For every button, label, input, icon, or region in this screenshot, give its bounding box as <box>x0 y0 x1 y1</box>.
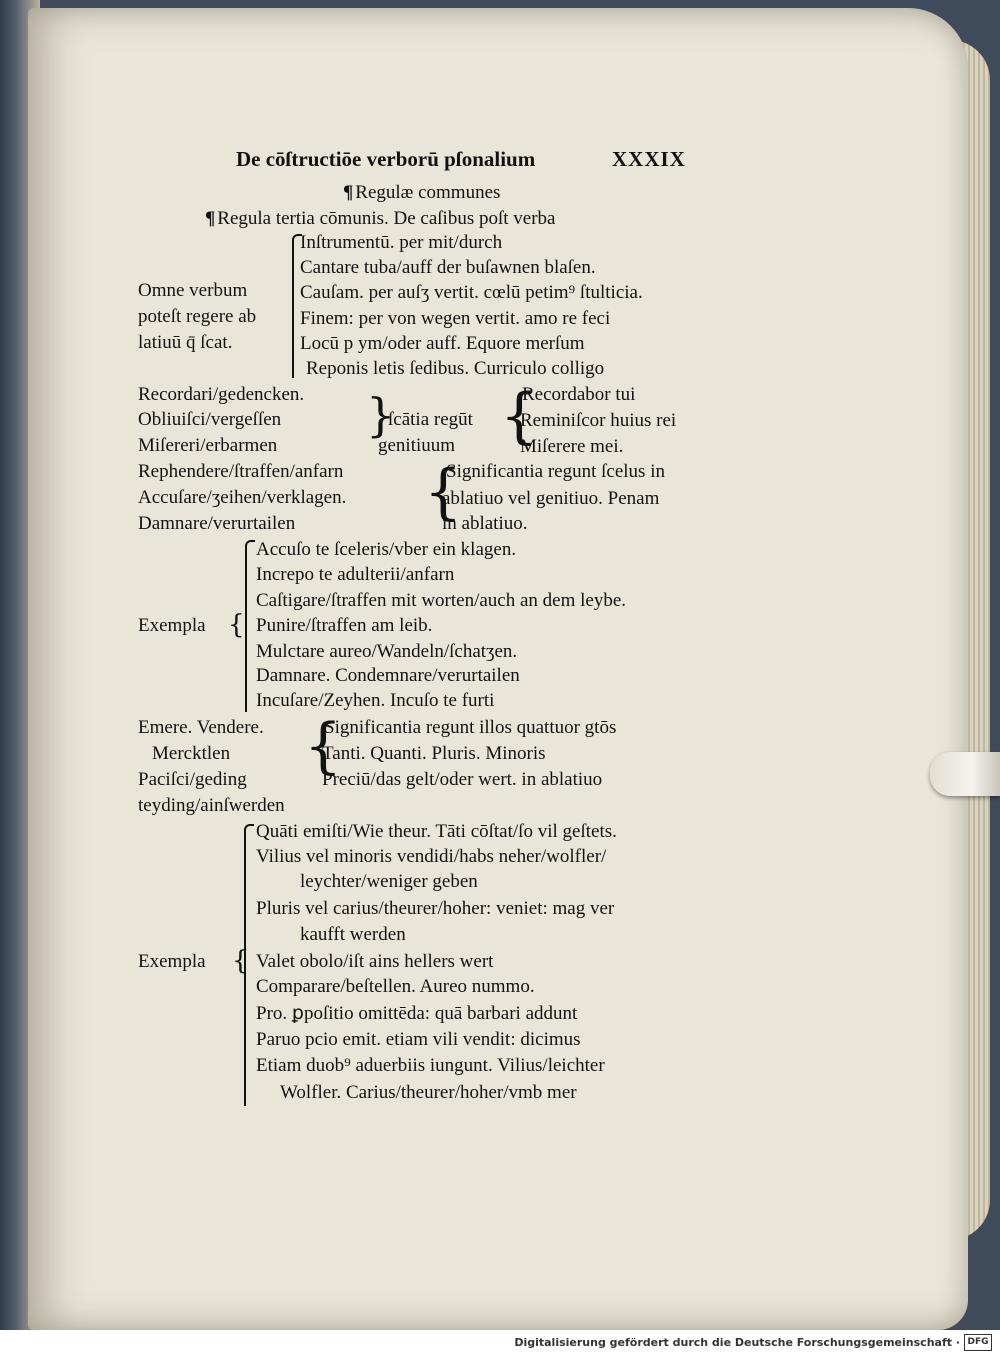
example-line: Incuſare/Zeyhen. Incuſo te furti <box>256 690 495 711</box>
example-line: Comparare/beſtellen. Aureo nummo. <box>256 976 535 997</box>
page-tab <box>930 752 1000 796</box>
brace: { <box>232 946 249 976</box>
example-line: Valet obolo/iſt ains hellers wert <box>256 951 494 972</box>
block2-right-line: Reminiſcor huius rei <box>520 410 677 431</box>
brace: { <box>304 711 343 781</box>
running-title: De cōſtructiōe verborū pſonalium <box>236 147 536 171</box>
block1-right-line: Locū p ym/oder auff. Equore merſum <box>300 333 585 354</box>
pilcrow-icon: ¶ <box>205 208 216 229</box>
block1-left-line: Omne verbum <box>138 280 248 301</box>
folio-number: XXXIX <box>612 147 686 171</box>
block2-left-line: Obliuiſci/vergeſſen <box>138 409 282 430</box>
example-line: Paruo pcio emit. etiam vili vendit: dicimus <box>256 1029 581 1050</box>
block1-right-line: Cauſam. per auſʒ vertit. cœlū petim⁹ ſtulticia. <box>300 282 643 303</box>
block3-left-line: Rephendere/ſtraffen/anfarn <box>138 461 344 482</box>
block5-right-line: Tanti. Quanti. Pluris. Minoris <box>322 743 546 764</box>
example-line: leychter/weniger geben <box>300 871 478 892</box>
subtitle-text: Regulæ communes <box>355 182 501 203</box>
example-line: Accuſo te ſceleris/vber ein klagen. <box>256 539 517 560</box>
subtitle <box>343 182 500 204</box>
example-line: Wolfler. Carius/theurer/hoher/vmb mer <box>280 1082 577 1103</box>
block2-right-line: Miſerere mei. <box>520 436 624 457</box>
example-line: Punire/ſtraffen am leib. <box>256 615 433 636</box>
block3-right-line: ablatiuo vel genitiuo. Penam <box>442 488 660 509</box>
example-line: Etiam duob⁹ aduerbiis iungunt. Vilius/leichter <box>256 1055 605 1076</box>
block5-left-line: Paciſci/geding <box>138 769 247 790</box>
brace: { <box>228 610 245 640</box>
block2-left-line: Recordari/gedencken. <box>138 384 305 405</box>
block1-right-line: Reponis letis ſedibus. Curriculo colligo <box>306 358 605 379</box>
block1-right-line: Finem: per von wegen vertit. amo re feci <box>300 308 611 329</box>
example-line: Mulctare aureo/Wandeln/ſchatʒen. <box>256 641 518 662</box>
block2-middle-line: genitiuum <box>378 435 456 456</box>
brace: { <box>500 381 539 451</box>
brace: { <box>424 457 463 527</box>
block1-right-line: Cantare tuba/auff der buſawnen blaſen. <box>300 257 596 278</box>
example-line: Vilius vel minoris vendidi/habs neher/wolfler/ <box>256 846 607 867</box>
example-line: Damnare. Condemnare/verurtailen <box>256 665 520 686</box>
rule-heading <box>205 208 555 230</box>
block2-left-line: Miſereri/erbarmen <box>138 435 278 456</box>
block5-right-line: Preciū/das gelt/oder wert. in ablatiuo <box>322 769 603 790</box>
example-line: Pro. ꝑpoſitio omittēda: quā barbari addunt <box>256 1003 578 1024</box>
block3-left-line: Damnare/verurtailen <box>138 513 296 534</box>
block3-right-line: in ablatiuo. <box>442 513 528 534</box>
rule-heading-text: Regula tertia cōmunis. De caſibus poſt verba <box>217 208 556 229</box>
bracket <box>245 540 255 712</box>
bracket <box>292 234 302 378</box>
block1-right-line: Inſtrumentū. per mit/durch <box>300 232 503 253</box>
example-line: kaufft werden <box>300 924 406 945</box>
brace: } <box>366 388 396 442</box>
example-line: Caſtigare/ſtraffen mit worten/auch an dem leybe. <box>256 590 627 611</box>
example-line: Pluris vel carius/theurer/hoher: veniet: mag ver <box>256 898 615 919</box>
block1-left-line: latiuū q̄ ſcat. <box>138 332 233 353</box>
block3-right-line: Significantia regunt ſcelus in <box>446 461 665 482</box>
footer-credit: Digitalisierung gefördert durch die Deutsche Forschungsgemeinschaft · <box>514 1336 960 1349</box>
exempla-label: Exempla <box>138 615 206 636</box>
block2-middle-line: ſcātia regūt <box>388 409 473 430</box>
example-line: Increpo te adulterii/anfarn <box>256 564 455 585</box>
block5-left-line: teyding/ainſwerden <box>138 795 285 816</box>
block5-right-line: Significantia regunt illos quattuor gtōs <box>324 717 617 738</box>
pilcrow-icon: ¶ <box>343 182 354 203</box>
block5-left-line: Mercktlen <box>152 743 231 764</box>
block2-right-line: Recordabor tui <box>522 384 636 405</box>
block5-left-line: Emere. Vendere. <box>138 717 264 738</box>
example-line: Quāti emiſti/Wie theur. Tāti cōſtat/ſo vil geſtets. <box>256 821 617 842</box>
block3-left-line: Accuſare/ʒeihen/verklagen. <box>138 487 347 508</box>
block1-left-line: poteſt regere ab <box>138 306 257 327</box>
dfg-logo: DFG <box>964 1334 992 1351</box>
exempla-label: Exempla <box>138 951 206 972</box>
